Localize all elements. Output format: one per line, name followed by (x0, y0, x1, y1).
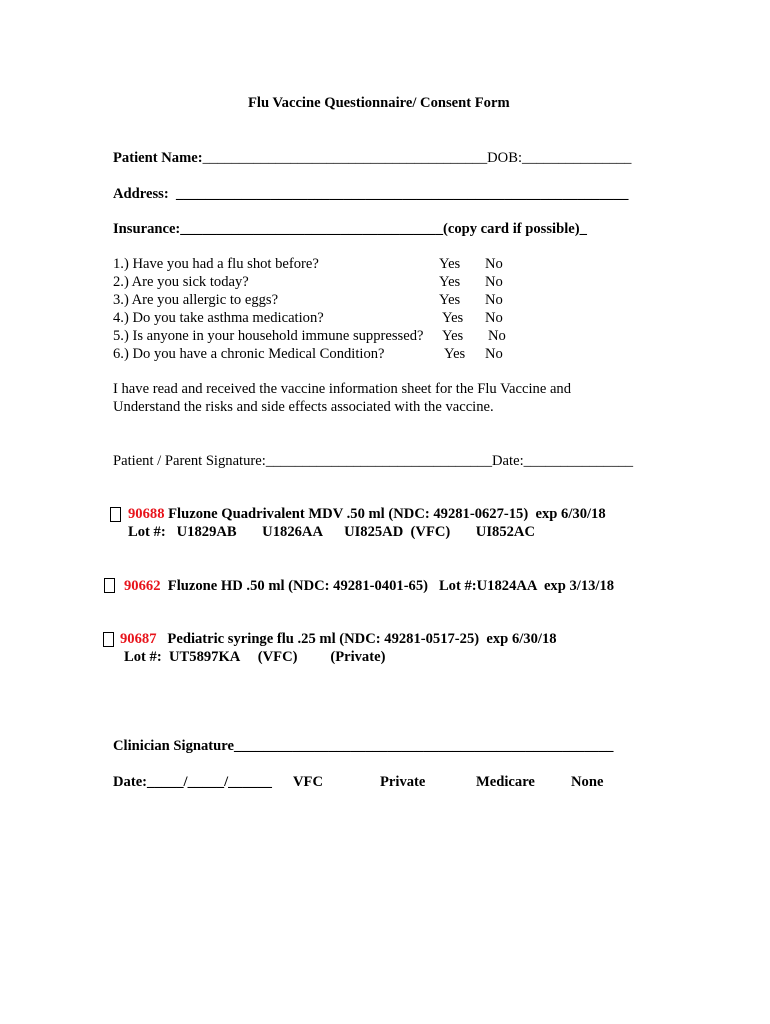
form-title: Flu Vaccine Questionnaire/ Consent Form (248, 95, 510, 111)
answer-yes[interactable]: Yes (442, 328, 464, 344)
answer-no[interactable]: No (485, 256, 503, 272)
clinician-date-label: Date: (113, 774, 148, 790)
patient-name-field[interactable]: _______________________________________ (202, 150, 488, 166)
vaccine-90688-lots: Lot #: U1829AB U1826AA UI825AD (VFC) UI852AC (128, 524, 535, 540)
insurance-note: (copy card if possible)_ (442, 221, 587, 237)
answer-yes[interactable]: Yes (439, 256, 461, 272)
question-text: 6.) Do you have a chronic Medical Condition? (113, 346, 385, 362)
patient-signature-row (113, 452, 633, 470)
option-medicare[interactable]: Medicare (476, 774, 535, 790)
vaccine-90687-checkbox[interactable] (103, 632, 114, 647)
vaccine-90662-line (124, 577, 614, 595)
answer-yes[interactable]: Yes (442, 310, 464, 326)
vaccine-description: Pediatric syringe flu .25 ml (NDC: 49281-0517-25) exp 6/30/18 (156, 631, 557, 647)
vaccine-code: 90688 (128, 506, 165, 522)
vaccine-90662-checkbox[interactable] (104, 578, 115, 593)
question-text: 5.) Is anyone in your household immune suppressed? (113, 328, 424, 344)
address-row (113, 185, 628, 203)
vaccine-description: Fluzone HD .50 ml (NDC: 49281-0401-65) Lot #:U1824AA exp 3/13/18 (160, 578, 615, 594)
question-text: 3.) Are you allergic to eggs? (113, 292, 279, 308)
question-text: 2.) Are you sick today? (113, 274, 249, 290)
vaccine-description: Fluzone Quadrivalent MDV .50 ml (NDC: 49281-0627-15) exp 6/30/18 (164, 506, 606, 522)
answer-no[interactable]: No (485, 292, 503, 308)
answer-no[interactable]: No (485, 310, 503, 326)
vaccine-90687-lots: Lot #: UT5897KA (VFC) (Private) (124, 649, 386, 665)
patient-name-label: Patient Name: (113, 150, 203, 166)
patient-signature-label: Patient / Parent Signature: (113, 453, 266, 469)
question-text: 1.) Have you had a flu shot before? (113, 256, 319, 272)
vaccine-90688-checkbox[interactable] (110, 507, 121, 522)
answer-yes[interactable]: Yes (439, 292, 461, 308)
clinician-signature-field[interactable]: ____________________________________________________ (233, 738, 614, 754)
vaccine-code: 90662 (124, 578, 161, 594)
address-field[interactable]: ______________________________________________________________ (175, 186, 629, 202)
answer-no[interactable]: No (485, 274, 503, 290)
insurance-label: Insurance: (113, 221, 181, 237)
clinician-signature-label: Clinician Signature (113, 738, 234, 754)
answer-no[interactable]: No (488, 328, 506, 344)
patient-date-label: Date: (492, 453, 524, 469)
clinician-signature-row (113, 737, 613, 755)
insurance-field[interactable]: ____________________________________ (180, 221, 443, 237)
option-none[interactable]: None (571, 774, 604, 790)
option-private[interactable]: Private (380, 774, 426, 790)
patient-signature-field[interactable]: _______________________________ (265, 453, 493, 469)
acknowledgement-line-2: Understand the risks and side effects associated with the vaccine. (113, 399, 494, 415)
answer-no[interactable]: No (485, 346, 503, 362)
vaccine-code: 90687 (120, 631, 157, 647)
patient-name-row (113, 149, 631, 167)
vaccine-90688-line (128, 505, 606, 523)
clinician-date-field[interactable]: _____/_____/______ (147, 774, 272, 790)
answer-yes[interactable]: Yes (444, 346, 466, 362)
clinician-date-row (113, 773, 272, 791)
question-text: 4.) Do you take asthma medication? (113, 310, 324, 326)
dob-field[interactable]: _______________ (522, 150, 632, 166)
acknowledgement-line-1: I have read and received the vaccine information sheet for the Flu Vaccine and (113, 381, 572, 397)
insurance-row (113, 220, 587, 238)
vaccine-90687-line (120, 630, 557, 648)
answer-yes[interactable]: Yes (439, 274, 461, 290)
address-label: Address: (113, 186, 169, 202)
option-vfc[interactable]: VFC (293, 774, 323, 790)
dob-label: DOB: (487, 150, 523, 166)
patient-date-field[interactable]: _______________ (523, 453, 634, 469)
